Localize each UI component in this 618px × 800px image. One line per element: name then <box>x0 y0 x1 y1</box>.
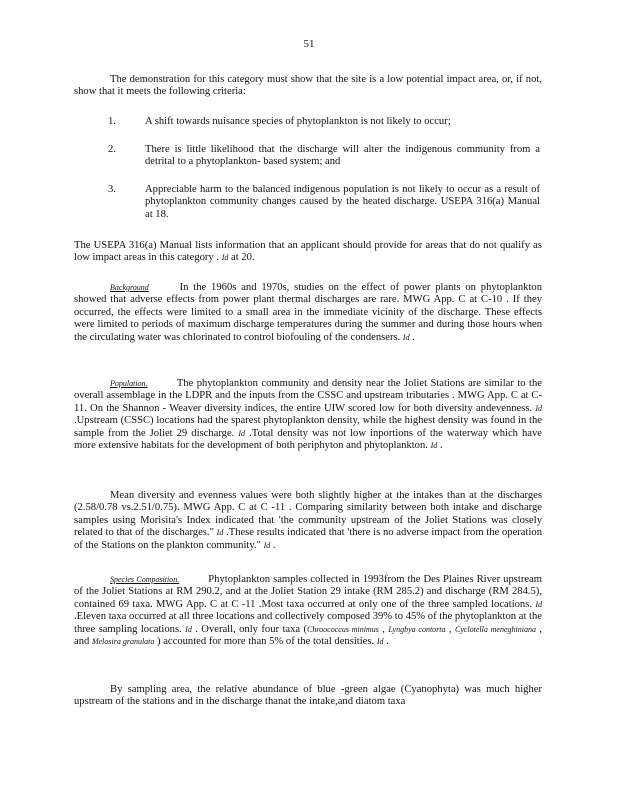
population-text-1: The phytoplankton community and density near the Joliet Stations are similar to the overall assemblage in the LDPR and the inputs from the CSSC and upstream tributaries . MWG App. C at C-11. On the Shannon - Weaver diversity indices, the entire UIW scored low for both diversity andevenness. <box>74 378 542 414</box>
criterion-number: 2. <box>108 144 116 155</box>
population-text-3: .Total density was not low inportions of the waterway which have more extensive habitats for the development of both periphyton and phytoplankton. <box>74 427 542 452</box>
background-heading: Background <box>110 283 149 292</box>
criterion-number: 1. <box>108 116 116 127</box>
taxon-name: Cyclotella meneghiniana <box>454 624 536 634</box>
species-heading: Species Composition. <box>110 575 180 584</box>
id-citation: Id <box>402 332 410 342</box>
id-citation: Id <box>185 624 192 634</box>
background-text: In the 1960s and 1970s, studies on the effect of power plants on phytoplankton showed that adverse effects from power plant thermal discharges are rare. MWG App. C at C-10 . If they occurred, the effects were limited to a small area in the immediate vicinity of the discharge. These effects were limited to periods of maximum discharge temperatures during the summer and during those hours when the circulating water was chlorinated to control biofouling of the condensers. <box>74 282 542 343</box>
id-citation: Id <box>238 428 246 438</box>
sentence-end: . <box>437 440 443 452</box>
manual-end: at 20. <box>231 252 255 264</box>
species-text-2: .Eleven taxa occurred at all three locations and collectively composed 39% to 45% of the phytoplankton at the three sampling locations. <box>74 611 542 635</box>
sentence-end: . <box>270 539 276 551</box>
id-citation: Id <box>221 253 229 263</box>
separator: , <box>445 623 455 635</box>
criterion-3 <box>108 184 540 221</box>
id-citation: Id <box>535 599 542 609</box>
id-citation: Id <box>430 441 438 451</box>
criterion-1 <box>108 116 540 128</box>
criterion-text: There is little likelihood that the discharge will alter the indigenous community from a detrital to a phytoplankton- based system; and <box>145 144 540 168</box>
background-paragraph <box>74 282 542 344</box>
criterion-number: 3. <box>108 184 116 195</box>
sampling-paragraph: By sampling area, the relative abundance of blue -green algae (Cyanophyta) was much higher upstream of the stations and in the discharge thanat the intake,and diatom taxa <box>74 684 542 708</box>
separator: , and <box>74 623 543 648</box>
criterion-text: Appreciable harm to the balanced indigenous population is not likely to occur as a result of phytoplankton community changes caused by the heated discharge. USEPA 316(a) Manual at 18. <box>145 184 540 220</box>
diversity-text-2: .These results indicated that 'there is no adverse impact from the operation of the Stations on the plankton community." <box>74 527 542 551</box>
taxon-name: Melosira granulata <box>91 637 155 647</box>
id-citation: Id <box>263 540 271 550</box>
population-text-2: .Upstream (CSSC) locations had the sparest phytoplankton density, while the highest density was found in the sample from the Joliet 29 discharge. <box>74 415 542 439</box>
criterion-2 <box>108 144 540 169</box>
species-text-3: . Overall, only four taxa ( <box>191 623 308 635</box>
diversity-text-1: Mean diversity and evenness values were both slightly higher at the intakes than at the discharges (2.58/0.78 vs.2.51/0.75). MWG App. C at C -11 . Comparing similarity between both intake and discharge samples using Morisita's Index indicated that 'the community upstream of the Joliet Stations was closely related to that of the discharges." <box>74 490 542 539</box>
criterion-text: A shift towards nuisance species of phytoplankton is not likely to occur; <box>145 116 451 127</box>
population-heading: Population. <box>110 379 148 388</box>
taxon-name: Lyngbya contorta <box>388 624 446 634</box>
separator: , <box>378 623 389 635</box>
id-citation: Id <box>535 403 542 413</box>
page-number: 51 <box>303 38 315 50</box>
species-text-4: ) accounted for more than 5% of the total densities. <box>154 636 377 648</box>
species-text-1: Phytoplankton samples collected in 1993from the Des Plaines River upstream of the Joliet Stations at RM 290.2, and at the Joliet Station 29 intake (RM 285.2) and discharge (RM 284.5), contained 69 taxa. MWG App. C at C -11 .Most taxa occurred at only one of the three sampled locations. <box>74 574 542 610</box>
sentence-end: . <box>383 636 389 648</box>
id-citation: Id <box>216 528 224 538</box>
diversity-paragraph <box>74 490 542 552</box>
species-paragraph <box>74 574 542 648</box>
taxon-name: Chroococcus minimus <box>307 624 379 634</box>
sentence-end: . <box>409 331 415 343</box>
id-citation: Id <box>376 637 384 647</box>
manual-text: The USEPA 316(a) Manual lists information that an applicant should provide for areas that do not qualify as low impact areas in this category . <box>74 240 542 264</box>
intro-paragraph: The demonstration for this category must show that the site is a low potential impact area, or, if not, show that it meets the following criteria: <box>74 74 542 98</box>
manual-paragraph <box>74 240 542 265</box>
population-paragraph <box>74 378 542 452</box>
